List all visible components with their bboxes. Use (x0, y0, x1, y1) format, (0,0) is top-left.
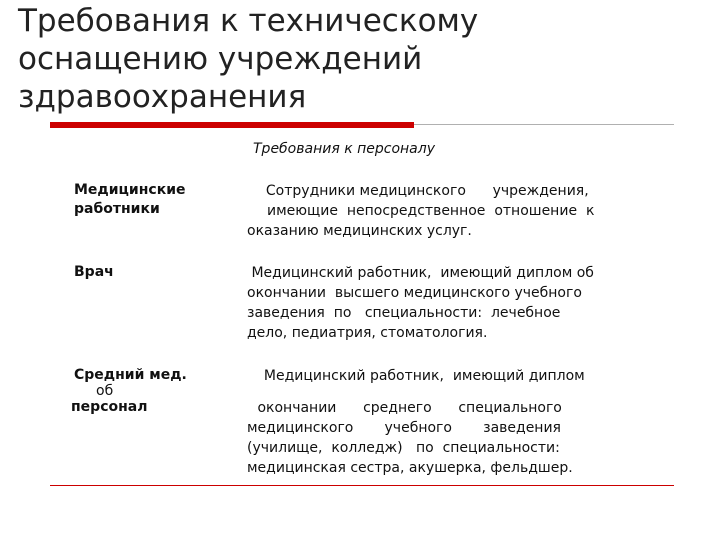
definition-line: (училище, колледж) по специальности: (247, 440, 560, 456)
term-line: Средний мед. (74, 367, 187, 383)
section-subtitle: Требования к персоналу (253, 141, 435, 157)
term-line: Врач (74, 264, 114, 280)
slide-title (18, 2, 658, 116)
definition-line: окончании среднего специального (253, 400, 562, 416)
definition-line: Медицинский работник, имеющий диплом об (247, 265, 594, 281)
term-medical-workers (74, 181, 186, 219)
term-line: об (96, 383, 114, 399)
definition-nursing-staff (247, 366, 585, 478)
definition-line: медицинского учебного заведения (247, 420, 561, 436)
term-line: Медицинские (74, 182, 186, 198)
term-line: работники (74, 201, 160, 217)
definition-line (247, 386, 585, 398)
definition-line: медицинская сестра, акушерка, фельдшер. (247, 460, 573, 476)
term-doctor (74, 263, 114, 282)
definition-line: оказанию медицинских услуг. (247, 223, 472, 239)
title-accent-bar (50, 122, 414, 128)
definition-line: Сотрудники медицинского учреждения, (257, 183, 589, 199)
bottom-divider (50, 485, 674, 486)
term-line: персонал (71, 399, 148, 415)
slide-title-line: здравоохранения (18, 79, 307, 115)
definition-line: заведения по специальности: лечебное (247, 305, 561, 321)
slide-title-line: Требования к техническому (18, 3, 479, 39)
term-nursing-staff (71, 366, 187, 417)
definition-line: имеющие непосредственное отношение к (267, 203, 595, 219)
definition-line: Медицинский работник, имеющий диплом (255, 368, 585, 384)
definition-doctor (247, 263, 594, 343)
definition-line: окончании высшего медицинского учебного (247, 285, 582, 301)
definition-line: дело, педиатрия, стоматология. (247, 325, 488, 341)
slide-title-line: оснащению учреждений (18, 41, 423, 77)
definition-medical-workers (247, 181, 594, 241)
